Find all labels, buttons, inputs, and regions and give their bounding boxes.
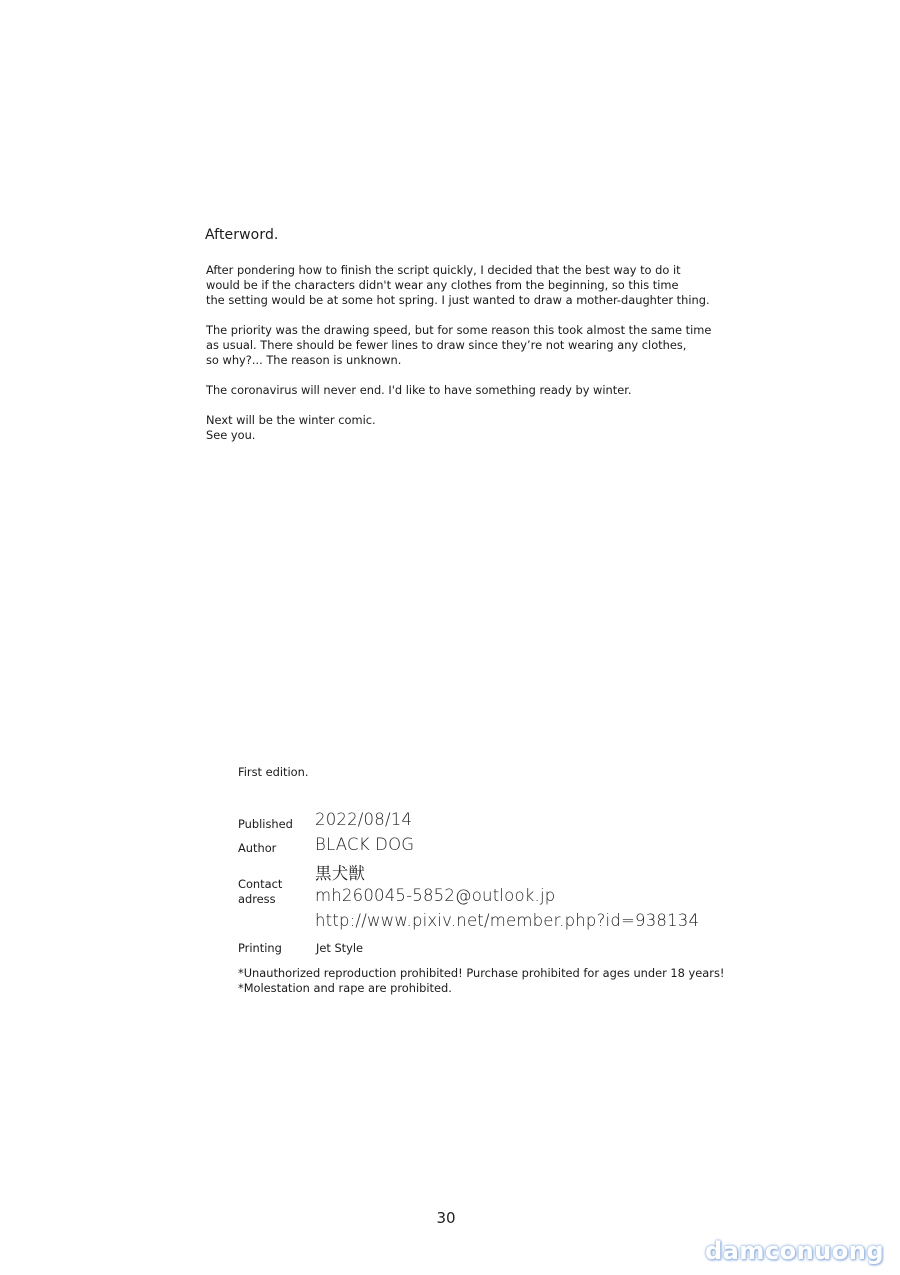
text-line: as usual. There should be fewer lines to draw since they’re not wearing any clothes,	[206, 338, 687, 352]
text-line: The priority was the drawing speed, but for some reason this took almost the same time	[206, 323, 712, 337]
contact-url[interactable]: http://www.pixiv.net/member.php?id=938134	[315, 911, 700, 930]
published-date: 2022/08/14	[315, 810, 413, 829]
afterword-heading: Afterword.	[205, 227, 279, 243]
printing-label: Printing	[238, 941, 282, 955]
page-number: 30	[436, 1209, 456, 1227]
contact-label-line-2: adress	[238, 892, 276, 906]
text-line: After pondering how to finish the script quickly, I decided that the best way to do it	[206, 263, 681, 277]
text-line: See you.	[206, 428, 256, 442]
notice-line-2: *Molestation and rape are prohibited.	[238, 981, 452, 995]
notice-line-1: *Unauthorized reproduction prohibited! Purchase prohibited for ages under 18 years!	[238, 966, 725, 980]
afterword-body	[206, 263, 766, 458]
afterword-paragraph-2	[206, 323, 766, 368]
circle-name: 黒犬獣	[315, 864, 366, 883]
watermark-logo: damconuong	[704, 1237, 884, 1265]
author-label: Author	[238, 841, 277, 855]
afterword-paragraph-1	[206, 263, 766, 308]
author-name: BLACK DOG	[315, 835, 415, 854]
text-line: The coronavirus will never end. I'd like to have something ready by winter.	[206, 383, 632, 397]
afterword-paragraph-4	[206, 413, 766, 443]
published-label: Published	[238, 817, 293, 831]
contact-email[interactable]: mh260045-5852@outlook.jp	[315, 886, 556, 905]
text-line: the setting would be at some hot spring. I just wanted to draw a mother-daughter thing.	[206, 293, 710, 307]
text-line: would be if the characters didn't wear any clothes from the beginning, so this time	[206, 278, 679, 292]
afterword-paragraph-3	[206, 383, 766, 398]
contact-label-line-1: Contact	[238, 877, 283, 891]
edition-text: First edition.	[238, 765, 309, 779]
text-line: Next will be the winter comic.	[206, 413, 376, 427]
text-line: so why?... The reason is unknown.	[206, 353, 402, 367]
printing-value: Jet Style	[316, 941, 364, 955]
